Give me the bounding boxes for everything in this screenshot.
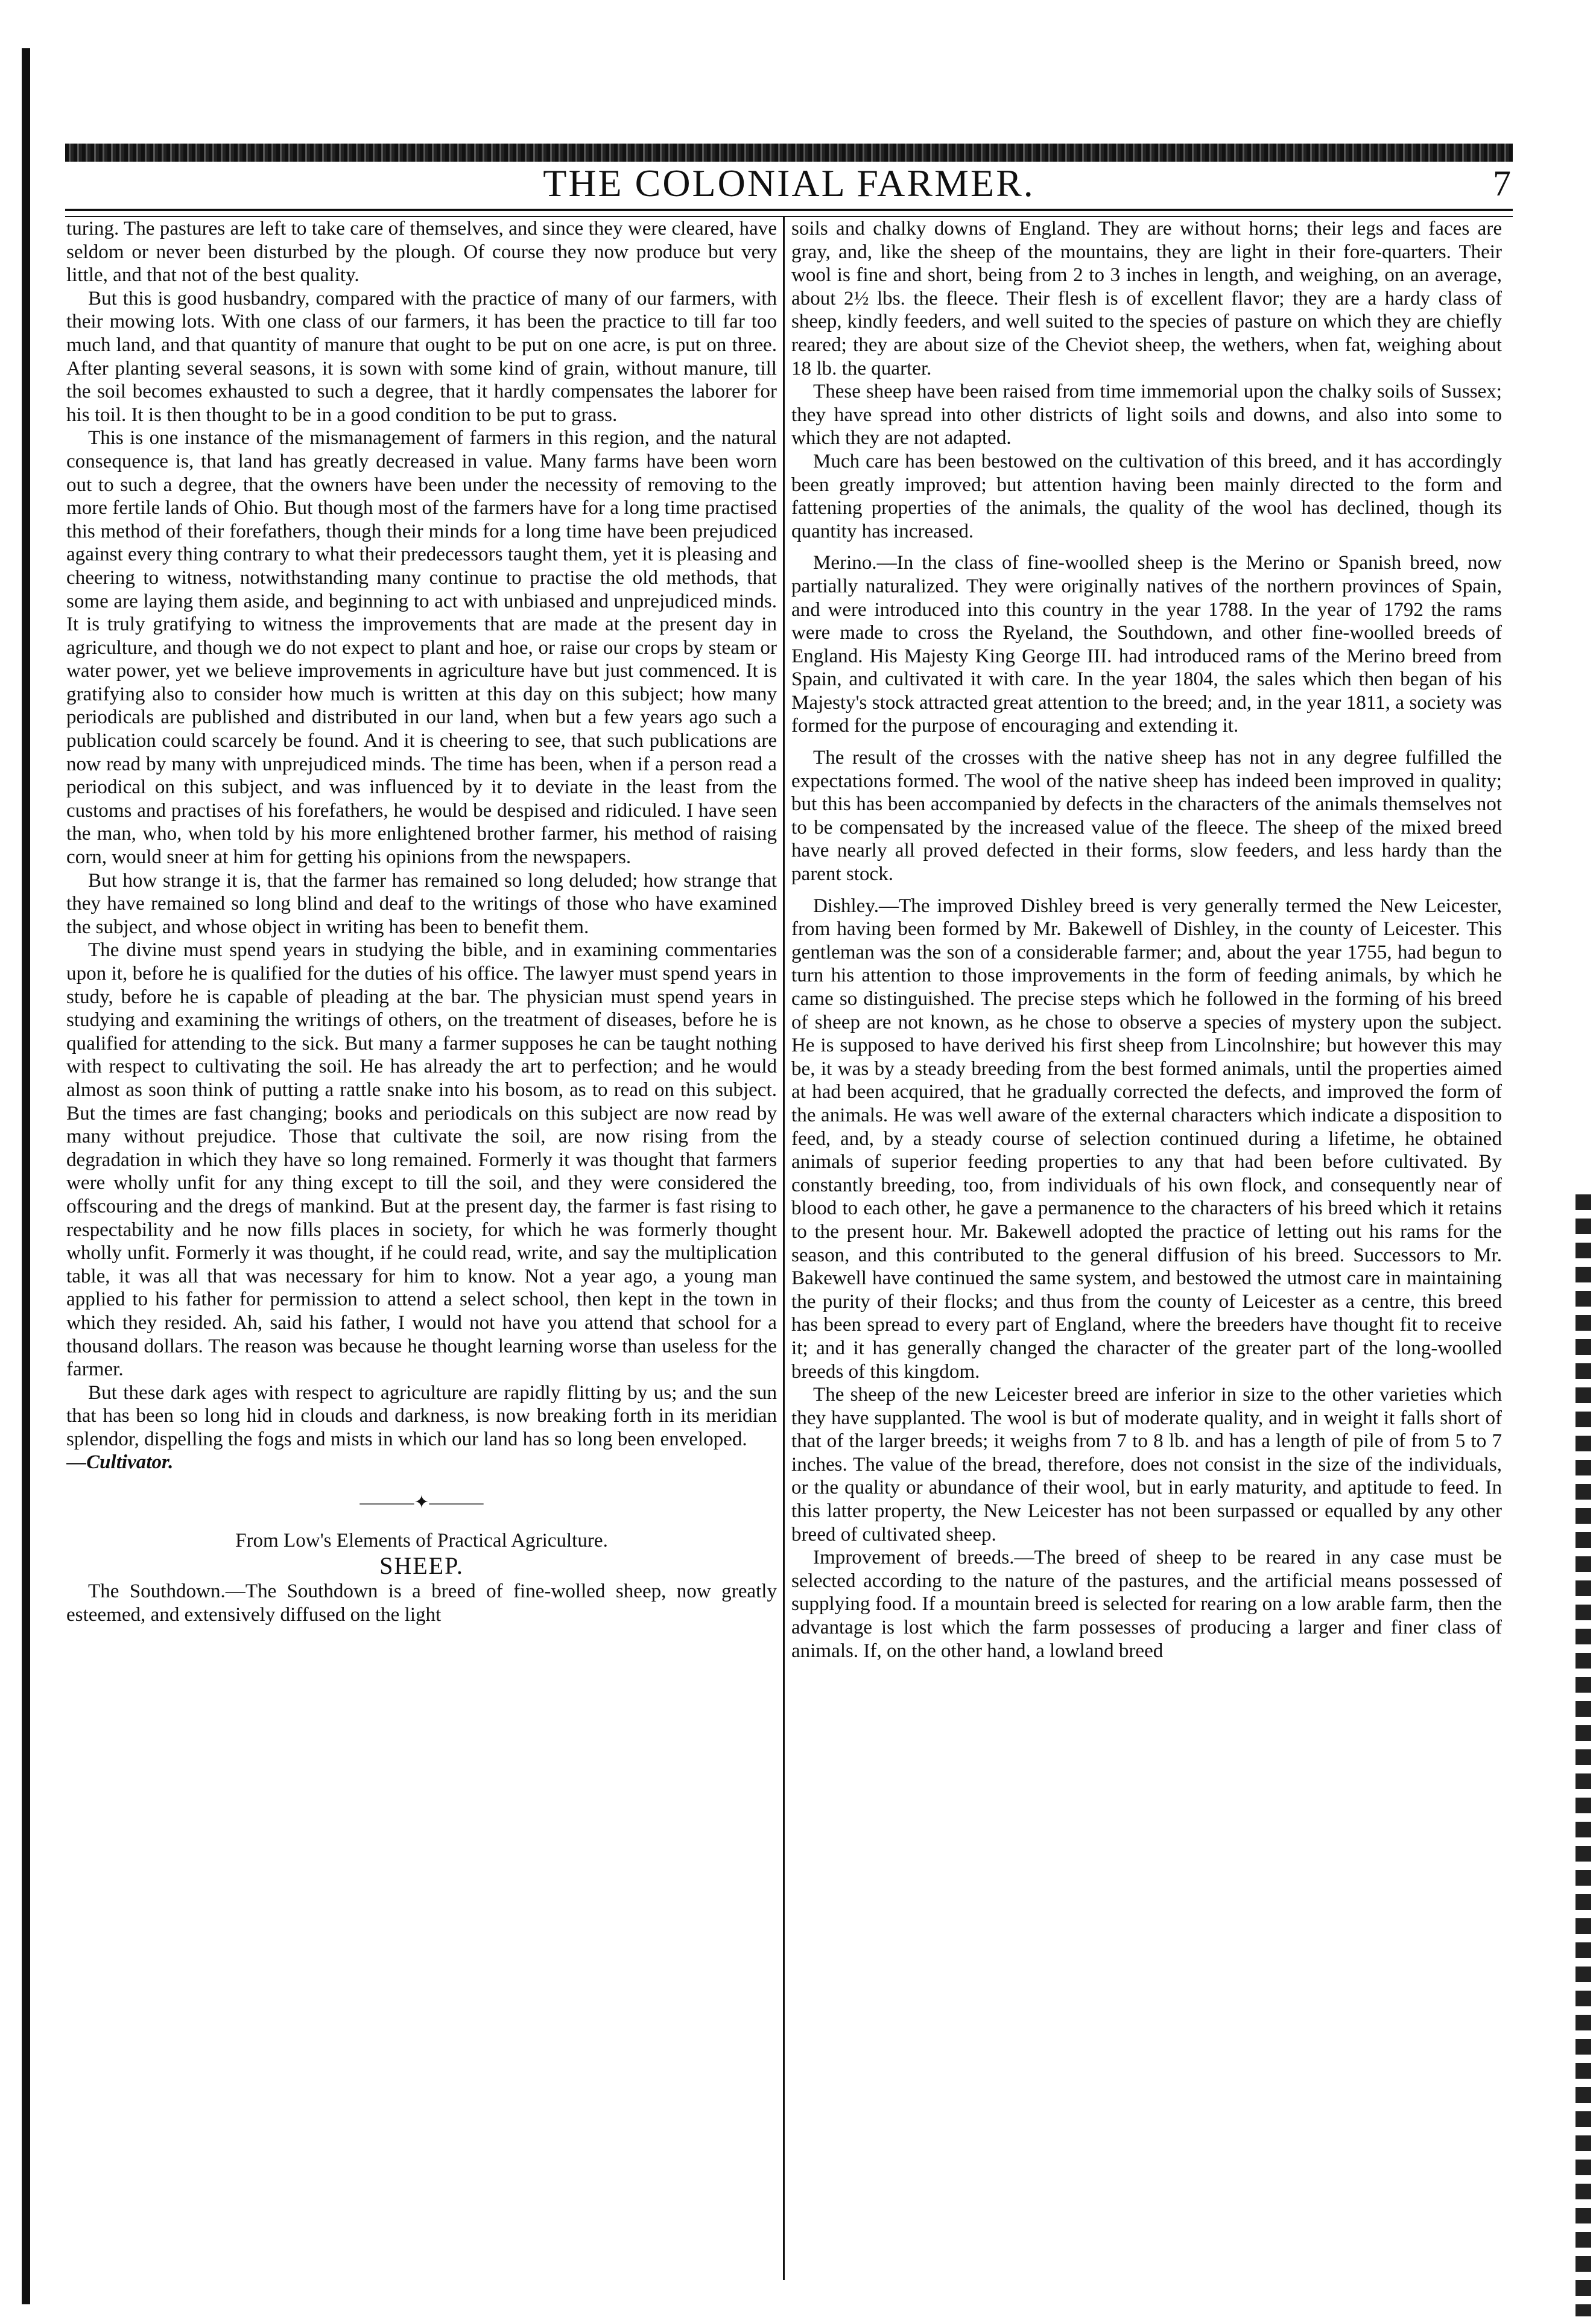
article-paragraph: But how strange it is, that the farmer has remained so long deluded; how strange that they have remained so long blind and deaf to the writings of those who have examined the subject, and whose object in writing has been to benefit them. bbox=[66, 869, 777, 938]
right-column bbox=[791, 217, 1502, 2280]
page-binding-edge bbox=[22, 48, 30, 2304]
masthead-title: THE COLONIAL FARMER. bbox=[543, 162, 1035, 204]
article-paragraph: This is one instance of the mismanagement of farmers in this region, and the natural consequence is, that land has greatly decreased in value. Many farms have been worn out to such a degree, that the owners have been under the necessity of removing to the more fertile lands of Ohio. But though most of the farmers have for a long time practised this method of their forefathers, though their minds for a long time have been prejudiced against every thing contrary to what their predecessors taught them, yet it is pleasing and cheering to witness, notwithstanding many continue to practise the old methods, that some are laying them aside, and beginning to act with unbiased and unprejudiced minds. It is truly gratifying to witness the improvements that are made at the present day in agriculture, and though we do not expect to plant and hoe, or raise our crops by steam or water power, yet we believe improvements in agriculture have but just commenced. It is gratifying also to consider how much is written at this day on this subject; how many periodicals are published and distributed in our land, when but a few years ago such a publication could scarcely be found. And it is cheering to see, that such publications are now read by many with unprejudiced minds. The time has been, when if a person read a periodical on this subject, and was influenced by it to deviate in the least from the customs and practises of his forefathers, he would be despised and ridiculed. I have seen the man, who, when told by his more enlightened brother farmer, his method of raising corn, would sneer at him for getting his opinions from the newspapers. bbox=[66, 427, 777, 869]
paragraph-gap bbox=[791, 543, 1502, 551]
article-paragraph: The result of the crosses with the native sheep has not in any degree fulfilled the expectations formed. The wool of the native sheep has indeed been improved in quality; but this has been accompanied by defects in the characters of the animals themselves not to be compensated by the increased value of the fleece. The sheep of the mixed breed have nearly all proved defected in their forms, slow feeders, and less hardy than the parent stock. bbox=[791, 747, 1502, 886]
article-paragraph: Improvement of breeds.—The breed of sheep to be reared in any case must be selected according to the nature of the pastures, and the artificial means possessed of supplying food. If a mountain breed is selected for rearing on a low arable farm, then the advantage is lost which the farm possesses of producing a larger and finer class of animals. If, on the other hand, a lowland breed bbox=[791, 1547, 1502, 1662]
article-paragraph: The sheep of the new Leicester breed are inferior in size to the other varieties which they have supplanted. The wool is but of moderate quality, and in weight it falls short of that of the larger breeds; it weighs from 7 to 8 lb. and has a length of pile of from 5 to 7 inches. The value of the bread, therefore, does not consist in the size of the individuals, or the quality or abundance of their wool, but in early maturity, and aptitude to feed. In this latter property, the New Leicester has not been surpassed or equalled by any other breed of cultivated sheep. bbox=[791, 1384, 1502, 1545]
article-paragraph: The Southdown.—The Southdown is a breed of fine-wolled sheep, now greatly esteemed, and extensively diffused on the light bbox=[66, 1580, 777, 1626]
header-top-rule bbox=[65, 144, 1513, 162]
article-paragraph: Dishley.—The improved Dishley breed is very generally termed the New Leicester, from having been formed by Mr. Bakewell of Dishley, in the county of Leicester. This gentleman was the son of a considerable farmer; and, about the year 1755, had begun to turn his attention to those improvements in the form of feeding animals, by which he came so distinguished. The precise steps which he followed in the forming of his breed of sheep are not known, as he chose to observe a species of mystery upon the subject. He is supposed to have derived his first sheep from Lincolnshire; but however this may be, it was by a steady breeding from the best formed animals, until the properties aimed at had been acquired, that he gradually corrected the defects, and improved the form of the animals. He was well aware of the external characters which indicate a disposition to feed, and, by a steady course of selection continued during a lifetime, he obtained animals of superior feeding properties to any that had been before cultivated. By constantly breeding, too, from individuals of his own flock, and consequently near of blood to each other, he gave a permanence to the characters of his breed which it retains to the present hour. Mr. Bakewell adopted the practice of letting out his rams for the season, and this contributed to the general diffusion of his breed. Successors to Mr. Bakewell have continued the same system, and bestowed the utmost care in maintaining the purity of their flocks; and thus from the county of Leicester as a centre, this breed has been spread to every part of England, where the breeders have thought fit to receive it; and it has generally changed the character of the greater part of the long-woolled breeds of this kingdom. bbox=[791, 895, 1502, 1383]
article-paragraph: Much care has been bestowed on the cultivation of this breed, and it has accordingly been greatly improved; but attention having been mainly directed to the form and fattening properties of the animals, the quality of the wool has declined, though its quantity has increased. bbox=[791, 450, 1502, 542]
article-byline: —Cultivator. bbox=[66, 1451, 174, 1474]
page-right-edge bbox=[1575, 1194, 1591, 2316]
article-paragraph: But this is good husbandry, compared with the practice of many of our farmers, with their mowing lots. With one class of our farmers, it has been the practice to till far too much land, and that quantity of manure that ought to be put on one acre, is put on three. After planting several seasons, it is sown with some kind of grain, without manure, till the soil becomes exhausted to such a degree, that it hardly compensates the laborer for his toil. It is then thought to be in a good condition to be put to grass. bbox=[66, 287, 777, 426]
article-paragraph: The divine must spend years in studying the bible, and in examining commentaries upon it, before he is qualified for the duties of his office. The lawyer must spend years in study, before he is capable of pleading at the bar. The physician must spend years in studying and examining the writings of others, on the treatment of diseases, before he is qualified for attending to the sick. But many a farmer supposes he can be taught nothing with respect to cultivating the soil. He has already the art to perfection; and he would almost as soon think of putting a rattle snake into his bosom, as to read on this subject. But the times are fast changing; books and periodicals on this subject are now read by many without prejudice. Those that cultivate the soil, are now rising from the degradation in which they have so long remained. Formerly it was thought that farmers were wholly unfit for any thing except to till the soil, and they were considered the offscouring and the dregs of mankind. But at the present day, the farmer is fast rising to respectability and he now fills places in society, for which he was formerly thought wholly unfit. Formerly it was thought, if he could read, write, and say the multiplication table, it was all that was necessary for him to know. Not a year ago, a young man applied to his father for permission to attend a select school, then kept in the town in which they resided. Ah, said his father, I would not have you attend that school for a thousand dollars. The reason was because he thought learning worse than useless for the farmer. bbox=[66, 939, 777, 1381]
article-paragraph: But these dark ages with respect to agriculture are rapidly flitting by us; and the sun that has been so long hid in clouds and darkness, is now breaking forth in its meridian splendor, dispelling the fogs and mists in which our land has so long been enveloped. bbox=[66, 1381, 777, 1450]
page-number: 7 bbox=[1493, 163, 1513, 203]
article-paragraph: Merino.—In the class of fine-woolled sheep is the Merino or Spanish breed, now partially naturalized. They were originally natives of the northern provinces of Spain, and were introduced into this country in the year 1788. In the year of 1792 the rams were made to cross the Ryeland, the Southdown, and other fine-woolled breeds of England. His Majesty King George III. had introduced rams of the Merino breed from Spain, and cultivated it with care. In the year 1804, the sales which then began of his Majesty's stock attracted great attention to the breed; and, in the year 1811, a society was formed for the purpose of encouraging and extending it. bbox=[791, 552, 1502, 737]
article-paragraph: These sheep have been raised from time immemorial upon the chalky soils of Sussex; they have spread into other districts of light soils and downs, and also into some to which they are not adapted. bbox=[791, 381, 1502, 449]
paragraph-gap bbox=[791, 886, 1502, 895]
section-heading-sheep: SHEEP. bbox=[379, 1552, 464, 1580]
header-bottom-rule bbox=[65, 209, 1513, 217]
section-ornament: ———✦——— bbox=[359, 1492, 484, 1513]
left-column bbox=[66, 217, 777, 2280]
article-paragraph: turing. The pastures are left to take care of themselves, and since they were cleared, have seldom or never been disturbed by the plough. Of course they now produce but very little, and that not of the best quality. bbox=[66, 218, 777, 287]
masthead bbox=[65, 163, 1513, 204]
paragraph-gap bbox=[791, 738, 1502, 746]
source-attribution: From Low's Elements of Practical Agriculture. bbox=[235, 1529, 608, 1551]
column-divider bbox=[783, 217, 785, 2280]
article-paragraph: soils and chalky downs of England. They are without horns; their legs and faces are gray, and, like the sheep of the mountains, they are light in their fore-quarters. Their wool is fine and short, being from 2 to 3 inches in length, and weighing, on an average, about 2½ lbs. the fleece. Their flesh is of excellent flavor; they are a hardy class of sheep, kindly feeders, and well suited to the species of pasture on which they are chiefly reared; they are about size of the Cheviot sheep, the wethers, when fat, weighing about 18 lb. the quarter. bbox=[791, 218, 1502, 379]
